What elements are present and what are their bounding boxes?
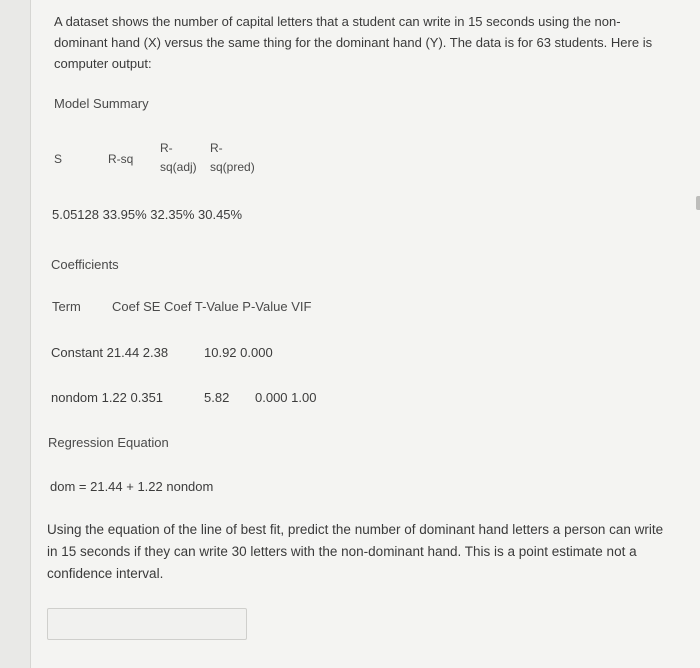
scroll-edge-marker	[696, 196, 700, 210]
model-summary-title: Model Summary	[54, 96, 149, 111]
header-r-sq-adj-top: R-	[160, 141, 173, 155]
header-s: S	[54, 152, 63, 166]
header-r-sq: R-sq	[108, 152, 134, 166]
coef-header-term: Term	[52, 299, 81, 314]
coef-row-constant-a: Constant 21.44 2.38	[51, 345, 169, 360]
coef-header-rest: Coef SE Coef T-Value P-Value VIF	[112, 299, 312, 314]
answer-input[interactable]	[47, 608, 247, 640]
coef-row-constant-b: 10.92 0.000	[204, 345, 273, 360]
question-prompt: Using the equation of the line of best fit, predict the number of dominant hand letters a person can write in 15 seconds if they can write 30 letters with the non-dominant hand. This is a point estimate not a confidence interval.	[47, 522, 664, 581]
regression-title: Regression Equation	[48, 435, 169, 450]
header-r-sq-pred-top: R-	[210, 141, 223, 155]
model-summary-values: 5.05128 33.95% 32.35% 30.45%	[52, 207, 243, 222]
header-r-sq-adj-bottom: sq(adj)	[160, 160, 197, 174]
question-intro: A dataset shows the number of capital letters that a student can write in 15 seconds using the non-dominant hand (X) versus the same thing for the dominant hand (Y). The data is for 63 students. Here is computer output:	[54, 14, 653, 71]
coef-row-nondom-a: nondom 1.22 0.351	[51, 390, 164, 405]
coef-row-nondom-b: 5.82	[204, 390, 230, 405]
regression-equation: dom = 21.44 + 1.22 nondom	[50, 479, 214, 494]
coef-row-nondom-c: 0.000 1.00	[255, 390, 317, 405]
coefficients-title: Coefficients	[51, 257, 119, 272]
header-r-sq-pred-bottom: sq(pred)	[210, 160, 255, 174]
